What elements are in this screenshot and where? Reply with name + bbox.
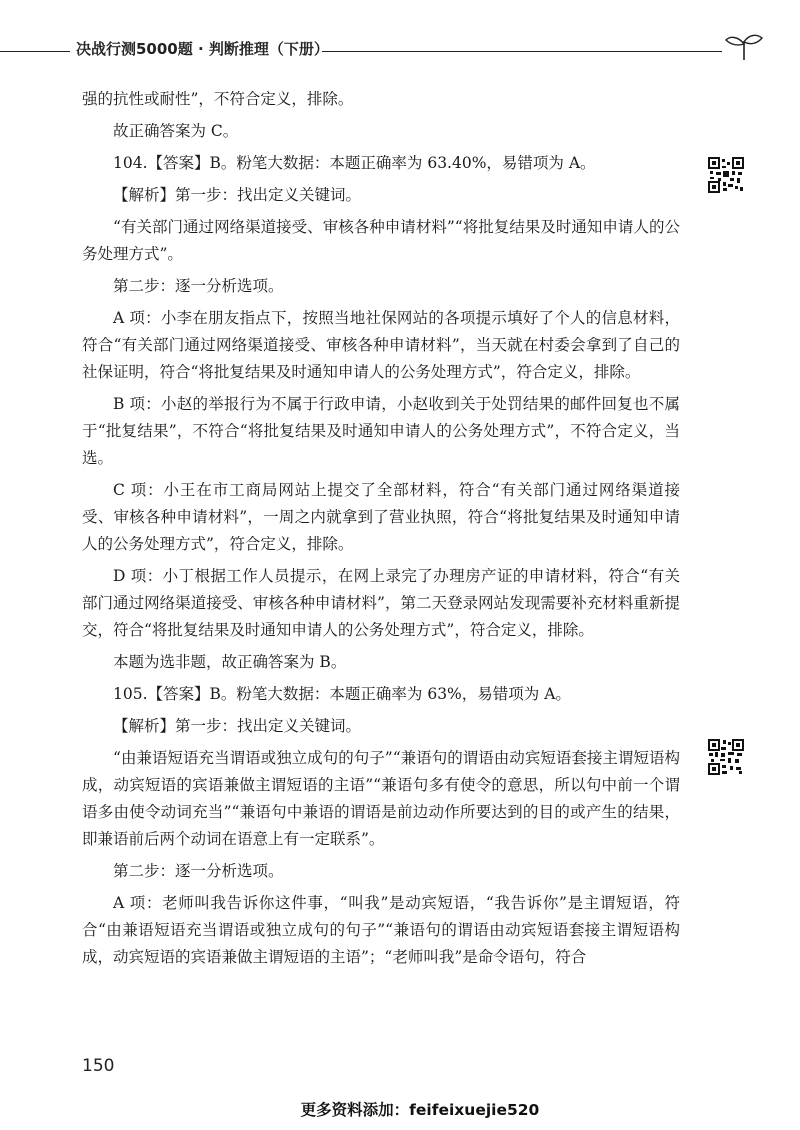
paragraph: “由兼语短语充当谓语或独立成句的句子”“兼语句的谓语由动宾短语套接主谓短语构成，动宾短语的宾语兼做主谓短语的主语”“兼语句多有使令的意思，所以句中前一个谓语多由使令动词充当”“兼语句中兼语的谓语是前边动作所要达到的目的或产生的结果，即兼语前后两个动词在语意上有一定联系”。	[82, 749, 680, 848]
option-c-paragraph: C 项：小王在市工商局网站上提交了全部材料，符合“有关部门通过网络渠道接受、审核各种申请材料”，一周之内就拿到了营业执照，符合“将批复结果及时通知申请人的公务处理方式”，符合定义，排除。	[82, 481, 680, 553]
qr-code-icon	[708, 157, 744, 193]
header-rule-right	[322, 51, 722, 52]
option-a-paragraph: A 项：老师叫我告诉你这件事，“叫我”是动宾短语，“我告诉你”是主谓短语，符合“由兼语短语充当谓语或独立成句的句子”“兼语句的谓语由动宾短语套接主谓短语构成，动宾短语的宾语兼做主谓短语的主语”；“老师叫我”是命令语句，符合	[82, 894, 680, 966]
article-body	[82, 86, 680, 976]
paragraph: 第二步：逐一分析选项。	[113, 277, 284, 295]
paragraph: 故正确答案为 C。	[113, 122, 239, 140]
qr-code-icon	[708, 739, 744, 775]
paragraph: 强的抗性或耐性”，不符合定义，排除。	[82, 90, 354, 108]
page-number: 150	[82, 1056, 115, 1076]
sprout-icon	[722, 32, 766, 62]
paragraph: “有关部门通过网络渠道接受、审核各种申请材料”“将批复结果及时通知申请人的公务处理方式”。	[82, 218, 680, 263]
header-rule-left	[0, 51, 70, 52]
footer	[0, 1098, 800, 1120]
option-d-paragraph: D 项：小丁根据工作人员提示，在网上录完了办理房产证的申请材料，符合“有关部门通过网络渠道接受、审核各种申请材料”，第二天登录网站发现需要补充材料重新提交，符合“将批复结果及时通知申请人的公务处理方式”，符合定义，排除。	[82, 567, 680, 639]
paragraph: 本题为选非题，故正确答案为 B。	[113, 653, 347, 671]
paragraph: 第二步：逐一分析选项。	[113, 862, 284, 880]
analysis-paragraph: 【解析】第一步：找出定义关键词。	[113, 186, 362, 204]
option-a-paragraph: A 项：小李在朋友指点下，按照当地社保网站的各项提示填好了个人的信息材料，符合“有关部门通过网络渠道接受、审核各种申请材料”，当天就在村委会拿到了自己的社保证明，符合“将批复结果及时通知申请人的公务处理方式”，符合定义，排除。	[82, 309, 680, 381]
book-title: 决战行测5000题 · 判断推理（下册）	[76, 40, 329, 58]
running-header	[0, 38, 800, 62]
footer-contact: feifeixuejie520	[409, 1101, 540, 1119]
option-b-paragraph: B 项：小赵的举报行为不属于行政申请，小赵收到关于处罚结果的邮件回复也不属于“批复结果”，不符合“将批复结果及时通知申请人的公务处理方式”，不符合定义，当选。	[82, 395, 680, 467]
footer-prefix: 更多资料添加：	[300, 1101, 410, 1119]
analysis-paragraph: 【解析】第一步：找出定义关键词。	[113, 717, 362, 735]
answer-paragraph: 104.【答案】B。粉笔大数据：本题正确率为 63.40%，易错项为 A。	[113, 154, 596, 172]
answer-paragraph: 105.【答案】B。粉笔大数据：本题正确率为 63%，易错项为 A。	[113, 685, 571, 703]
